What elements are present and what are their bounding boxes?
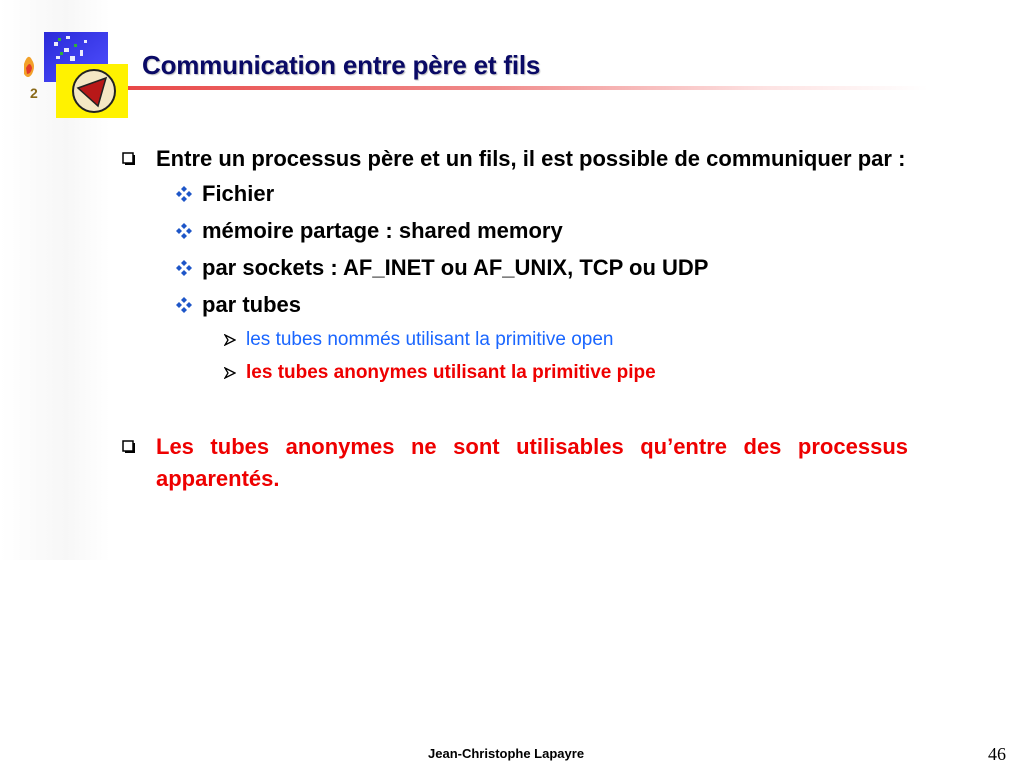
bullet-text: Fichier: [202, 181, 275, 206]
four-diamond-icon: [176, 223, 192, 239]
bullet-level2: [118, 175, 908, 212]
bullet-level2: [118, 249, 908, 286]
four-diamond-icon: [176, 186, 192, 202]
four-diamond-icon: [176, 260, 192, 276]
bullet-text: mémoire partage : shared memory: [202, 218, 563, 243]
bullet-level2: [118, 212, 908, 249]
arrowhead-icon: [224, 334, 236, 346]
page-number: 46: [988, 744, 1006, 764]
bullet-level3: [118, 323, 908, 356]
hollow-square-icon: [122, 440, 135, 453]
bullet-text: Les tubes anonymes ne sont utilisables qu’entre des processus apparentés.: [156, 434, 908, 491]
bullet-text: Entre un processus père et un fils, il est possible de communiquer par :: [156, 146, 906, 171]
slide-body: [118, 143, 908, 495]
bullet-level2: [118, 286, 908, 323]
logo-graphic: [14, 30, 134, 120]
hollow-square-icon: [122, 152, 135, 165]
footer-author: Jean-Christophe Lapayre: [428, 746, 585, 761]
bullet-level3: [118, 356, 908, 389]
bullet-text: les tubes nommés utilisant la primitive open: [246, 329, 614, 350]
title-underline: [128, 86, 928, 90]
slide-title: Communication entre père et fils: [142, 50, 541, 80]
bullet-text: les tubes anonymes utilisant la primitive pipe: [246, 362, 656, 383]
bullet-text: par sockets : AF_INET ou AF_UNIX, TCP ou UDP: [202, 255, 709, 280]
four-diamond-icon: [176, 297, 192, 313]
bullet-text: par tubes: [202, 292, 302, 317]
svg-text:2: 2: [30, 85, 38, 101]
bullet-level1: [118, 143, 908, 175]
bullet-level1: [118, 431, 908, 495]
university-logo: [14, 30, 134, 120]
arrowhead-icon: [224, 367, 236, 379]
